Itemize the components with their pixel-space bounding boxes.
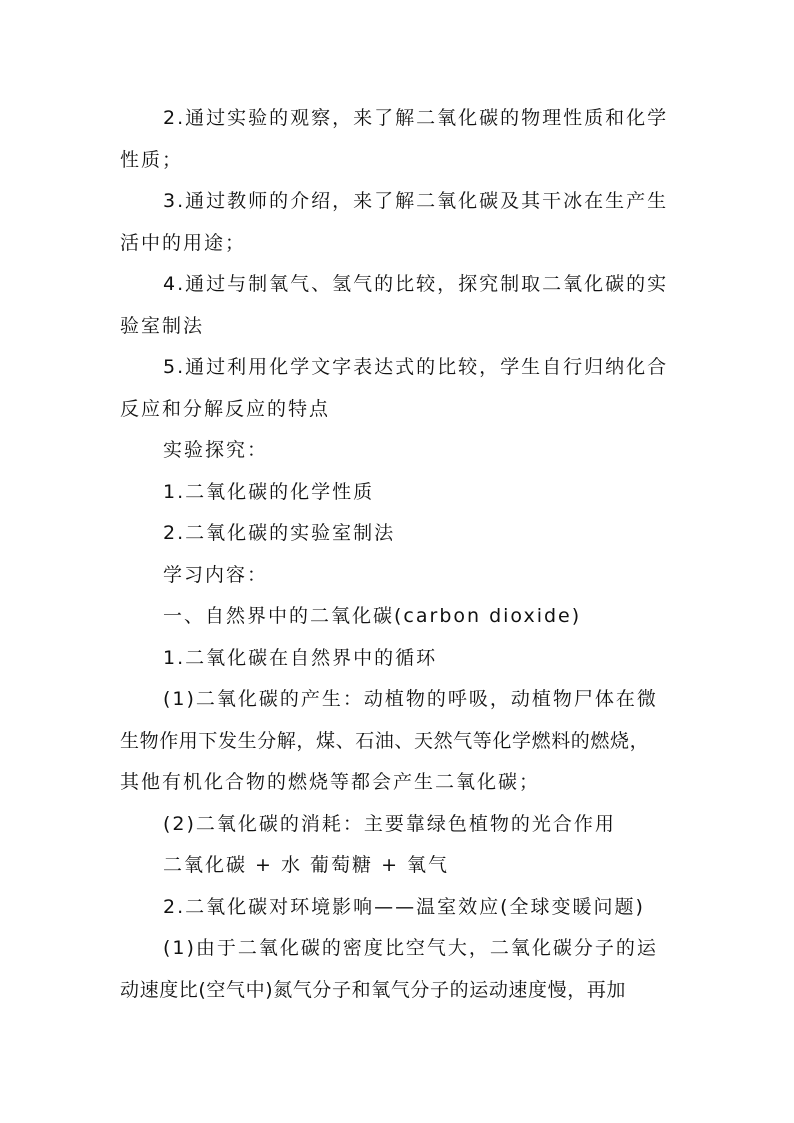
text-line: 2.通过实验的观察，来了解二氧化碳的物理性质和化学 (163, 107, 669, 129)
equation-line: 二氧化碳 + 水 葡萄糖 + 氧气 (163, 854, 450, 876)
text-line: 其他有机化合物的燃烧等都会产生二氧化碳； (120, 771, 541, 793)
text-line: (1)由于二氧化碳的密度比空气大，二氧化碳分子的运 (163, 937, 658, 959)
text-line: 1.二氧化碳在自然界中的循环 (163, 647, 438, 669)
text-line: 验室制法 (120, 315, 205, 337)
text-line: 4.通过与制氧气、氢气的比较，探究制取二氧化碳的实 (163, 273, 669, 295)
section-heading: 实验探究： (163, 439, 269, 461)
text-line: 动速度比(空气中)氮气分子和氧气分子的运动速度慢，再加 (120, 979, 627, 1001)
text-line: 2.二氧化碳的实验室制法 (163, 522, 396, 544)
text-line: 2.二氧化碳对环境影响——温室效应(全球变暖问题) (163, 896, 645, 918)
section-heading: 学习内容： (163, 564, 269, 586)
text-line: 5.通过利用化学文字表达式的比较，学生自行归纳化合 (163, 356, 669, 378)
section-heading: 一、自然界中的二氧化碳(carbon dioxide) (163, 605, 582, 627)
text-line: (1)二氧化碳的产生：动植物的呼吸，动植物尸体在微 (163, 688, 658, 710)
text-line: 性质； (120, 149, 184, 171)
text-line: 3.通过教师的介绍，来了解二氧化碳及其干冰在生产生 (163, 190, 669, 212)
text-line: 活中的用途； (120, 232, 247, 254)
text-line: 1.二氧化碳的化学性质 (163, 481, 375, 503)
text-line: (2)二氧化碳的消耗：主要靠绿色植物的光合作用 (163, 813, 616, 835)
text-line: 反应和分解反应的特点 (120, 398, 331, 420)
text-line: 生物作用下发生分解，煤、石油、天然气等化学燃料的燃烧， (120, 730, 650, 752)
